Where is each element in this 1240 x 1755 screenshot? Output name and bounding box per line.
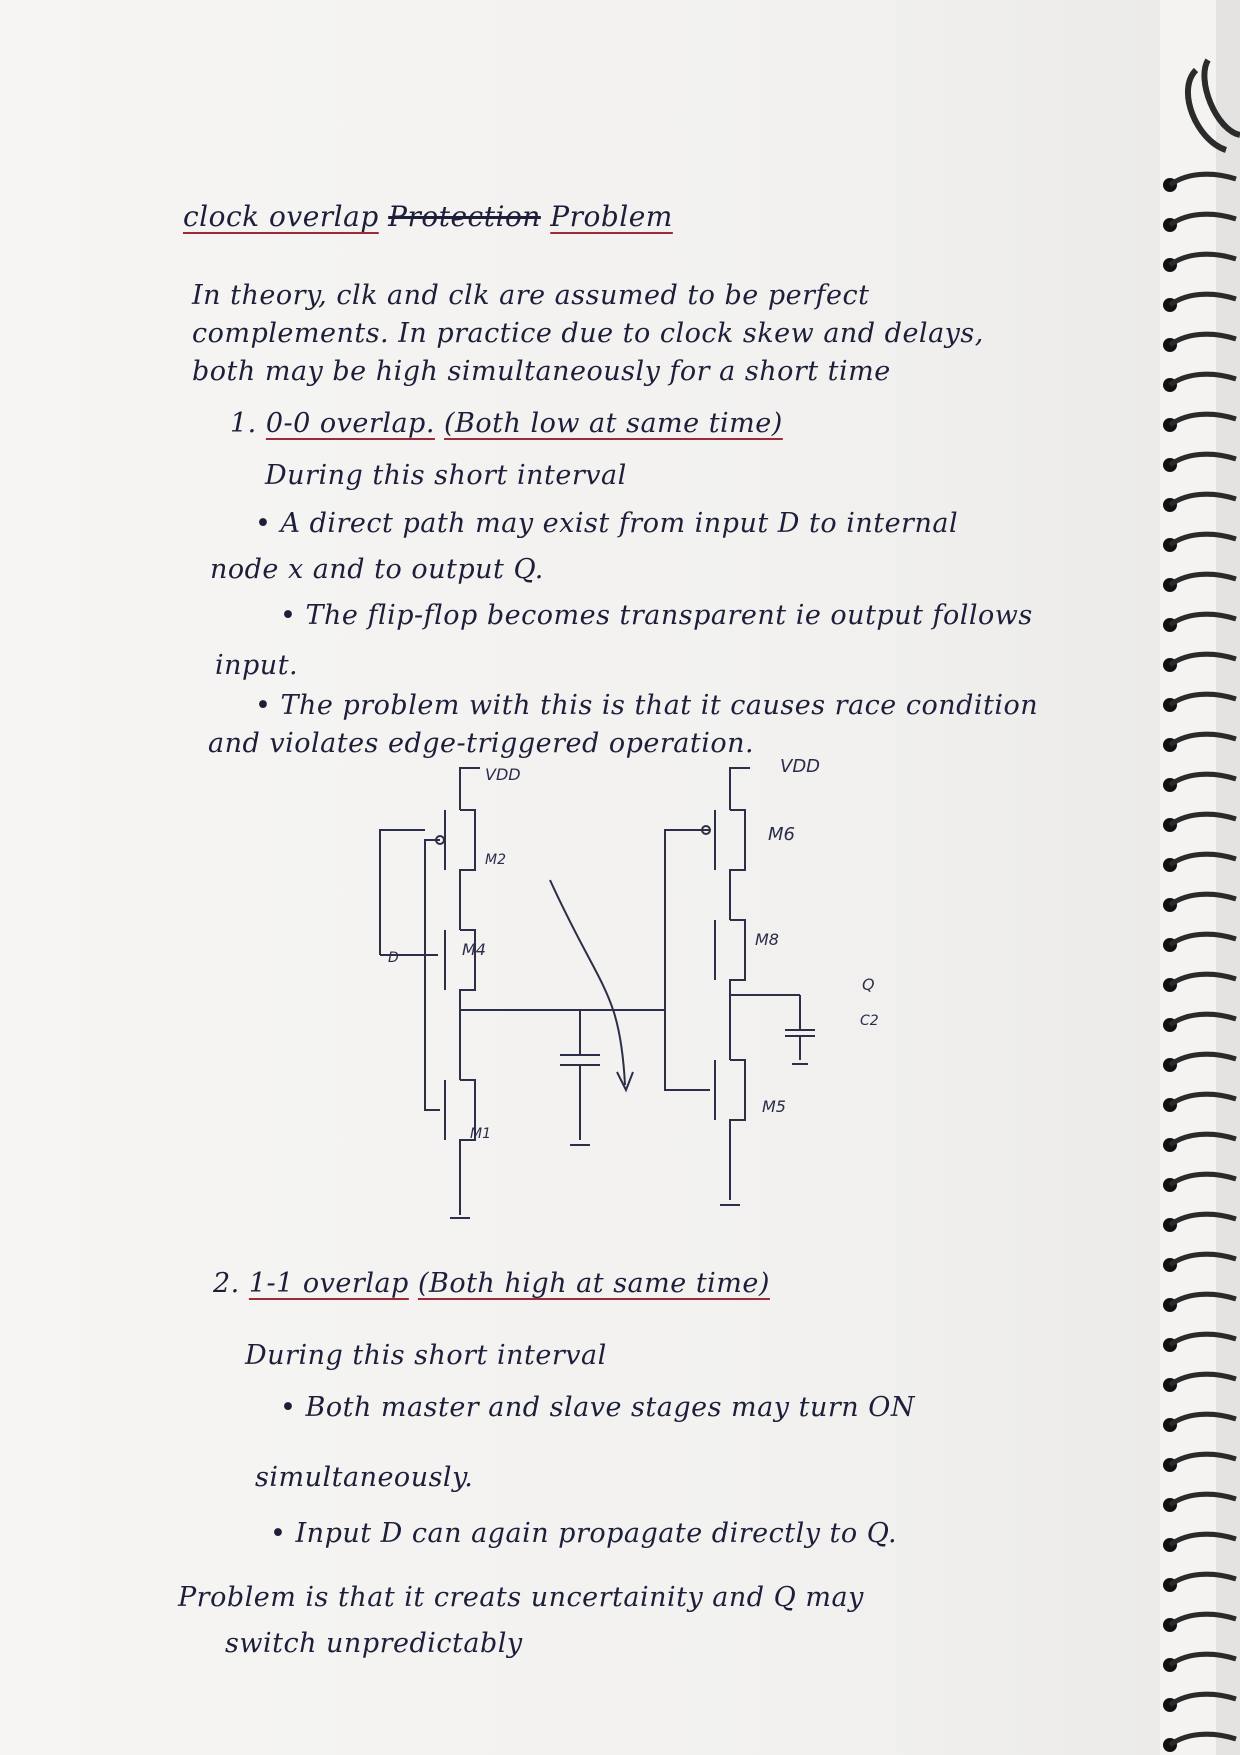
m2-label: M2 [485, 852, 506, 868]
section1-number: 1. [230, 408, 257, 439]
q-output-label: Q [862, 975, 875, 994]
m1-label: M1 [470, 1126, 491, 1142]
intro-line-1: In theory, clk and clk are assumed to be perfect [192, 280, 870, 311]
vdd-right-label: VDD [780, 756, 821, 777]
m5-label: M5 [762, 1097, 786, 1116]
title-suffix: Problem [550, 200, 673, 233]
section2-line-3: • Input D can again propagate directly to Q. [270, 1518, 898, 1549]
vdd-left-label: VDD [485, 765, 521, 784]
m6-label: M6 [768, 824, 795, 845]
intro-line-2: complements. In practice due to clock skew and delays, [192, 318, 984, 349]
intro-line-3: both may be high simultaneously for a short time [192, 356, 891, 387]
section1-title: 0-0 overlap. [265, 408, 435, 439]
section1-bullet-2: • The flip-flop becomes transparent ie output follows [280, 600, 1033, 631]
section1-bullet-2-cont: input. [215, 650, 299, 681]
section1-bullet-3-cont: and violates edge-triggered operation. [208, 728, 755, 759]
section2-line-1: • Both master and slave stages may turn ON [280, 1392, 915, 1423]
section1-during: During this short interval [265, 460, 627, 491]
section2-line-2: simultaneously. [255, 1462, 474, 1493]
section2-note: (Both high at same time) [417, 1268, 770, 1299]
section1-note: (Both low at same time) [444, 408, 783, 439]
m4-label: M4 [462, 940, 486, 959]
section2-title: 1-1 overlap [248, 1268, 409, 1299]
m8-label: M8 [755, 930, 779, 949]
section2-line-4: Problem is that it creats uncertainity and Q may [178, 1582, 864, 1613]
section1-bullet-1-cont: node x and to output Q. [210, 554, 544, 585]
title-struck-word: Protection [388, 200, 541, 233]
section1-bullet-3: • The problem with this is that it causes race condition [255, 690, 1039, 721]
section2-heading [213, 1268, 770, 1299]
title-prefix: clock overlap [183, 200, 379, 233]
section2-during: During this short interval [245, 1340, 607, 1371]
d-input-label: D [388, 950, 399, 966]
section1-bullet-1: • A direct path may exist from input D to internal [255, 508, 959, 539]
c2-label: C2 [860, 1013, 879, 1029]
section2-number: 2. [213, 1268, 240, 1299]
section2-line-5: switch unpredictably [225, 1628, 523, 1659]
